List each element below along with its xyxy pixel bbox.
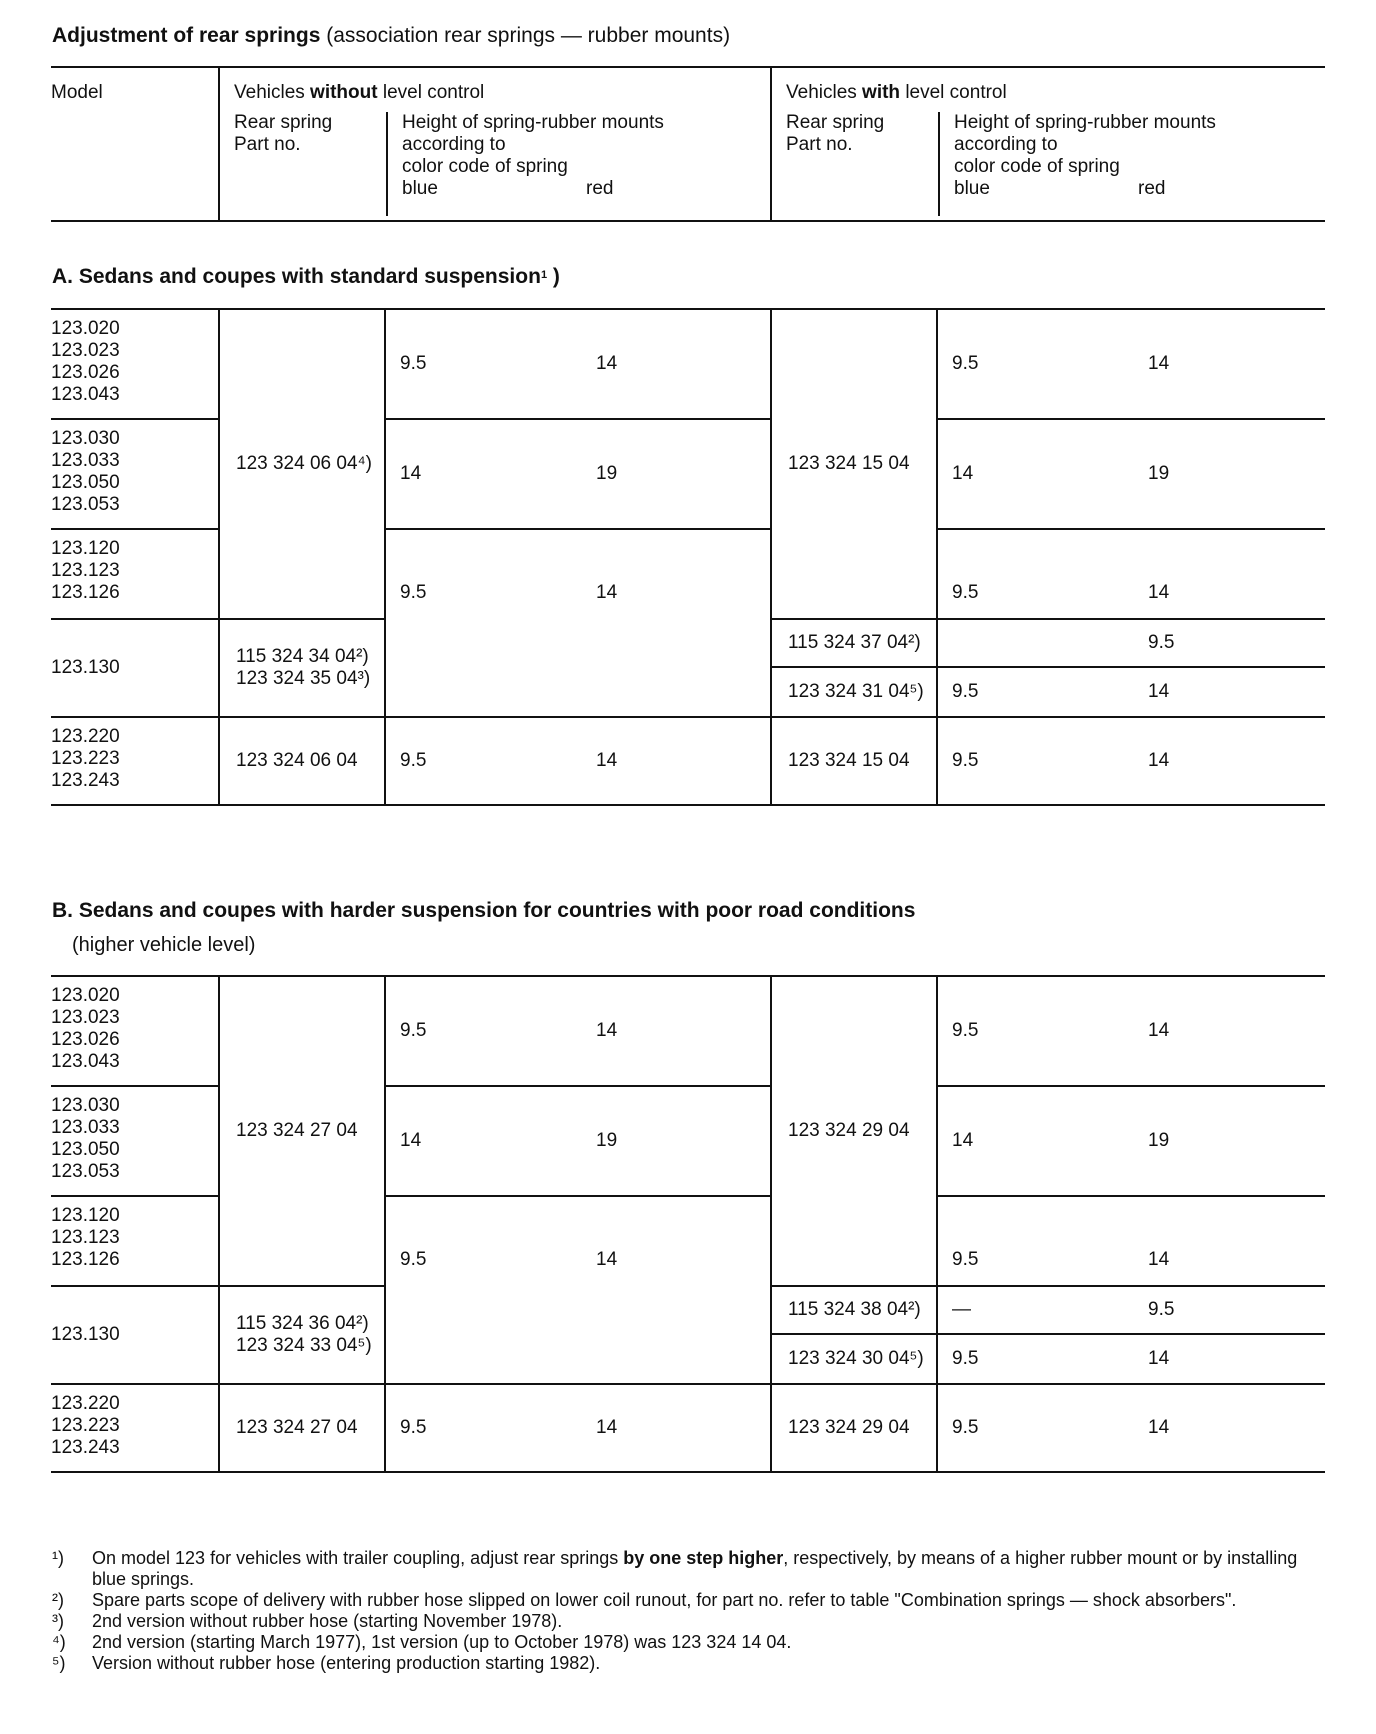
value-pair — [386, 750, 770, 772]
value-red: 14 — [596, 353, 618, 374]
part-number: 115 324 37 04²) — [788, 632, 921, 653]
value-pair — [386, 1417, 770, 1439]
header-model: Model — [51, 82, 103, 103]
model-cell — [51, 1384, 219, 1472]
height-cell-without — [385, 1384, 771, 1472]
height-cell-without — [385, 309, 771, 419]
value-red: 19 — [596, 463, 618, 484]
value-pair — [938, 632, 1325, 654]
model-list: 123.220 123.223 123.243 — [51, 726, 120, 791]
value-red: 19 — [1148, 463, 1170, 484]
header-rear-spring-label: Rear spring Part no. — [786, 112, 885, 155]
part-cell-with — [771, 1334, 937, 1384]
value-blue: 14 — [400, 1130, 422, 1151]
model-cell — [51, 1196, 219, 1286]
value-blue: 9.5 — [952, 750, 979, 771]
value-blue: 14 — [952, 463, 974, 484]
value-red: 14 — [596, 582, 618, 603]
height-cell-with — [937, 976, 1325, 1086]
value-blue: 14 — [400, 463, 422, 484]
table-row — [51, 1384, 1325, 1472]
footnote-text: 2nd version (starting March 1977), 1st version (up to October 1978) was 123 324 14 04. — [92, 1632, 792, 1652]
header-red: red — [586, 178, 614, 199]
model-cell — [51, 419, 219, 529]
height-cell-with — [937, 529, 1325, 619]
section-b-table — [51, 975, 1325, 1473]
value-pair — [938, 1417, 1325, 1439]
value-red: 14 — [596, 1249, 618, 1270]
table-row — [51, 309, 1325, 419]
value-blue: 9.5 — [400, 1020, 427, 1041]
header-table — [51, 66, 1325, 222]
header-without-level — [219, 67, 771, 221]
model-list: 123.030 123.033 123.050 123.053 — [51, 1095, 120, 1182]
footnote-mark: ⁴) — [52, 1632, 66, 1652]
height-cell-with — [937, 667, 1325, 717]
section-b-title: B. Sedans and coupes with harder suspension for countries with poor road conditions — [52, 899, 916, 922]
value-red: 14 — [1148, 353, 1170, 374]
height-cell-with — [937, 1334, 1325, 1384]
part-cell-with — [771, 619, 937, 667]
height-cell-with — [937, 1286, 1325, 1334]
part-number: 123 324 27 04 — [236, 1120, 358, 1141]
height-cell-without — [385, 717, 771, 805]
part-number: 115 324 34 04²) 123 324 35 04³) — [236, 646, 371, 689]
model-cell — [51, 309, 219, 419]
height-cell-without — [385, 529, 771, 717]
footnote-text: On model 123 for vehicles with trailer coupling, adjust rear springs by one step higher, respectively, by means of a higher rubber mount or by installing blue springs. — [92, 1548, 1298, 1589]
part-cell-with — [771, 717, 937, 805]
part-number: 123 324 15 04 — [788, 453, 910, 474]
part-cell-without — [219, 309, 385, 619]
page-title — [52, 22, 730, 50]
part-number: 123 324 29 04 — [788, 1417, 910, 1438]
value-blue: 9.5 — [952, 1348, 979, 1369]
header-without-title: Vehicles without level control — [234, 82, 485, 103]
model-cell — [51, 976, 219, 1086]
header-blue: blue — [954, 178, 990, 199]
value-blue: 9.5 — [952, 582, 979, 603]
model-cell — [51, 619, 219, 717]
model-list: 123.120 123.123 123.126 — [51, 1205, 120, 1270]
title-rest: (association rear springs — rubber mounts) — [326, 24, 731, 47]
value-red: 14 — [596, 1020, 618, 1041]
part-cell-without — [219, 976, 385, 1286]
header-height-label: Height of spring-rubber mounts according to color code of spring blue red — [386, 112, 770, 216]
header-red: red — [1138, 178, 1166, 199]
value-red: 14 — [1148, 582, 1170, 603]
part-number: 123 324 31 04⁵) — [788, 681, 924, 702]
footnote-mark: ³) — [52, 1611, 64, 1631]
section-a-table — [51, 308, 1325, 806]
part-number: 123 324 30 04⁵) — [788, 1348, 924, 1369]
model-cell — [51, 1086, 219, 1196]
footnote-text: Version without rubber hose (entering production starting 1982). — [92, 1653, 601, 1673]
value-pair — [938, 750, 1325, 772]
height-cell-with — [937, 619, 1325, 667]
footnote — [52, 1611, 1332, 1632]
header-with-title: Vehicles with level control — [786, 82, 1007, 103]
header-rear-spring-label: Rear spring Part no. — [234, 112, 333, 155]
model-list: 123.130 — [51, 657, 120, 678]
value-pair — [938, 1348, 1325, 1370]
value-blue: 9.5 — [952, 1417, 979, 1438]
value-blue: 9.5 — [400, 353, 427, 374]
footnotes — [52, 1548, 1332, 1674]
value-red: 19 — [1148, 1130, 1170, 1151]
height-cell-with — [937, 309, 1325, 419]
value-blue: 9.5 — [952, 1020, 979, 1041]
part-number: 123 324 15 04 — [788, 750, 910, 771]
height-cell-without — [385, 1196, 771, 1384]
footnote — [52, 1632, 1332, 1653]
value-red: 14 — [1148, 1348, 1170, 1369]
part-cell-without — [219, 1384, 385, 1472]
section-a-title: A. Sedans and coupes with standard suspension$^1$ ) — [52, 265, 560, 288]
value-red: 14 — [1148, 1249, 1170, 1270]
part-cell-with — [771, 1286, 937, 1334]
model-list: 123.030 123.033 123.050 123.053 — [51, 428, 120, 515]
value-pair — [386, 1130, 770, 1152]
model-cell — [51, 717, 219, 805]
height-cell-without — [385, 419, 771, 529]
model-list: 123.220 123.223 123.243 — [51, 1393, 120, 1458]
model-cell — [51, 529, 219, 619]
part-number: 123 324 06 04⁴) — [236, 453, 372, 474]
value-pair — [938, 463, 1325, 485]
part-cell-without — [219, 619, 385, 717]
value-pair — [386, 1197, 770, 1271]
footnote-mark: ⁵) — [52, 1653, 66, 1673]
header-with-level — [771, 67, 1325, 221]
height-cell-with — [937, 1196, 1325, 1286]
value-red: 9.5 — [1148, 632, 1175, 653]
value-red: 14 — [596, 1417, 618, 1438]
value-blue: 9.5 — [400, 1417, 427, 1438]
part-number: 115 324 38 04²) — [788, 1299, 921, 1320]
header-blue: blue — [402, 178, 438, 199]
model-list: 123.130 — [51, 1324, 120, 1345]
table-row — [51, 717, 1325, 805]
value-red: 14 — [1148, 750, 1170, 771]
value-blue: — — [952, 1299, 971, 1320]
part-cell-with — [771, 667, 937, 717]
value-pair — [386, 530, 770, 604]
value-red: 14 — [1148, 681, 1170, 702]
header-height-label: Height of spring-rubber mounts according to color code of spring blue red — [938, 112, 1325, 216]
height-cell-without — [385, 976, 771, 1086]
footnote-text: 2nd version without rubber hose (starting November 1978). — [92, 1611, 563, 1631]
part-number: 123 324 27 04 — [236, 1417, 358, 1438]
part-cell-with — [771, 309, 937, 619]
title-bold: Adjustment of rear springs — [52, 24, 321, 47]
footnote — [52, 1590, 1332, 1611]
value-pair — [938, 353, 1325, 375]
value-red: 14 — [1148, 1020, 1170, 1041]
footnote-mark: ¹) — [52, 1548, 64, 1568]
table-row — [51, 976, 1325, 1086]
value-blue: 14 — [952, 1130, 974, 1151]
value-blue: 9.5 — [400, 1249, 427, 1270]
height-cell-with — [937, 717, 1325, 805]
model-list: 123.120 123.123 123.126 — [51, 538, 120, 603]
value-pair — [938, 1020, 1325, 1042]
part-cell-with — [771, 976, 937, 1286]
value-red: 19 — [596, 1130, 618, 1151]
value-blue: 9.5 — [400, 750, 427, 771]
value-pair — [386, 1020, 770, 1042]
value-blue: 9.5 — [952, 1249, 979, 1270]
footnote-text: Spare parts scope of delivery with rubber hose slipped on lower coil runout, for part no. refer to table "Combination springs — shock absorbers". — [92, 1590, 1237, 1610]
footnote-mark: ²) — [52, 1590, 64, 1610]
value-pair — [386, 353, 770, 375]
value-pair — [938, 582, 1325, 618]
part-cell-without — [219, 1286, 385, 1384]
value-pair — [938, 1299, 1325, 1321]
value-blue: 9.5 — [952, 681, 979, 702]
value-blue — [952, 632, 1148, 654]
value-pair — [938, 1130, 1325, 1152]
value-pair — [938, 681, 1325, 703]
model-cell — [51, 1286, 219, 1384]
part-cell-without — [219, 717, 385, 805]
footnote — [52, 1653, 1332, 1674]
value-red: 9.5 — [1148, 1299, 1175, 1320]
value-red: 14 — [596, 750, 618, 771]
model-list: 123.020 123.023 123.026 123.043 — [51, 985, 120, 1072]
value-pair — [386, 463, 770, 485]
value-blue: 9.5 — [952, 353, 979, 374]
value-blue: 9.5 — [400, 582, 427, 603]
value-pair — [938, 1249, 1325, 1285]
section-b-subtitle: (higher vehicle level) — [72, 934, 256, 956]
part-number: 123 324 29 04 — [788, 1120, 910, 1141]
value-red: 14 — [1148, 1417, 1170, 1438]
model-list: 123.020 123.023 123.026 123.043 — [51, 318, 120, 405]
part-number: 115 324 36 04²) 123 324 33 04⁵) — [236, 1313, 372, 1356]
part-cell-with — [771, 1384, 937, 1472]
height-cell-with — [937, 1086, 1325, 1196]
part-number: 123 324 06 04 — [236, 750, 358, 771]
height-cell-without — [385, 1086, 771, 1196]
height-cell-with — [937, 419, 1325, 529]
footnote — [52, 1548, 1332, 1590]
height-cell-with — [937, 1384, 1325, 1472]
